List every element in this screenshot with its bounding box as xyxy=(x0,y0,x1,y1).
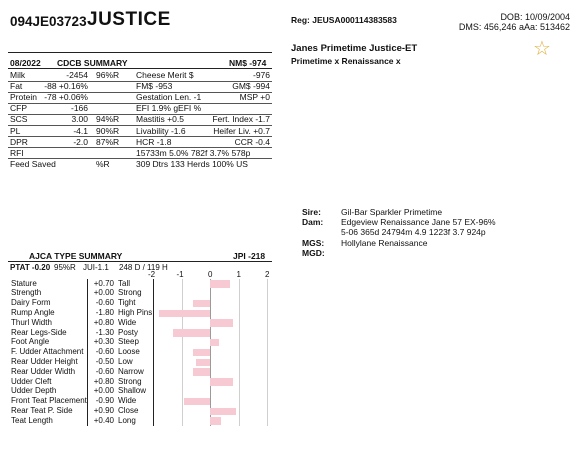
trait-value: -0.60 xyxy=(95,298,114,308)
dam-label: Dam: xyxy=(302,217,324,227)
bull-name: JUSTICE xyxy=(87,9,171,30)
cdcb-top-rule xyxy=(8,52,272,53)
trait-descriptor: Tight xyxy=(118,298,136,308)
trait-name: Rump Angle xyxy=(11,307,55,317)
cdcb-cell: Gestation Len. -1 xyxy=(136,92,202,103)
trait-descriptor: Posty xyxy=(118,327,139,337)
cdcb-table xyxy=(0,70,280,170)
trait-value: -1.80 xyxy=(95,307,114,317)
trait-descriptor: Shallow xyxy=(118,386,147,396)
trait-value: +0.80 xyxy=(93,317,114,327)
trait-bar xyxy=(193,349,210,356)
cdcb-cell: -4.1 xyxy=(73,125,88,136)
trait-name: Rear Teat P. Side xyxy=(11,405,73,415)
cdcb-cell: GM$ -994 xyxy=(232,81,270,92)
trait-descriptor: Narrow xyxy=(118,366,144,376)
trait-name: Rear Udder Width xyxy=(11,366,76,376)
tick-label: 2 xyxy=(265,270,270,279)
grid-line xyxy=(239,279,240,426)
cdcb-date: 08/2022 xyxy=(10,58,41,68)
cdcb-cell: PL xyxy=(10,125,21,136)
column-separator xyxy=(153,279,154,426)
cdcb-header-rule xyxy=(8,68,272,69)
type-trait-chart xyxy=(0,270,280,425)
mgs-name: Hollylane Renaissance xyxy=(341,238,428,248)
tick-label: 1 xyxy=(236,270,241,279)
tick-label: -2 xyxy=(148,270,156,279)
trait-descriptor: Low xyxy=(118,356,133,366)
trait-descriptor: Loose xyxy=(118,347,140,357)
trait-name: Teat Length xyxy=(11,415,53,425)
trait-descriptor: Strong xyxy=(118,288,142,298)
cdcb-cell: 96%R xyxy=(96,70,120,80)
cdcb-cell: 15733m 5.0% 782f 3.7% 578p xyxy=(136,147,251,158)
cdcb-title: CDCB SUMMARY xyxy=(57,58,128,68)
ptat-value: PTAT -0.20 xyxy=(10,263,51,272)
parentage: Primetime x Renaissance x xyxy=(291,56,401,66)
cdcb-cell: Fert. Index -1.7 xyxy=(212,114,270,125)
trait-name: Udder Depth xyxy=(11,386,57,396)
cdcb-cell: CFP xyxy=(10,103,27,114)
jpi-value: JPI -218 xyxy=(233,251,266,261)
cdcb-cell: MSP +0 xyxy=(239,92,270,103)
trait-name: Dairy Form xyxy=(11,298,51,308)
trait-bar xyxy=(184,398,210,405)
trait-value: -1.30 xyxy=(95,327,114,337)
trait-name: Foot Angle xyxy=(11,337,50,347)
trait-bar xyxy=(196,359,210,366)
cdcb-cell: Feed Saved xyxy=(10,158,56,169)
trait-descriptor: Long xyxy=(118,415,136,425)
tick-label: -1 xyxy=(176,270,184,279)
cdcb-cell: FM$ -953 xyxy=(136,81,173,92)
trait-descriptor: Tall xyxy=(118,278,131,288)
dob: DOB: 10/09/2004 xyxy=(500,12,570,22)
cdcb-cell: -2.0 xyxy=(73,136,88,147)
cdcb-cell: 3.00 xyxy=(71,114,88,125)
cdcb-cell: SCS xyxy=(10,114,28,125)
cdcb-cell: DPR xyxy=(10,136,28,147)
trait-value: +0.80 xyxy=(93,376,114,386)
trait-value: -0.90 xyxy=(95,396,114,406)
trait-bar xyxy=(210,339,219,346)
trait-name: Strength xyxy=(11,288,42,298)
trait-descriptor: High Pins xyxy=(118,307,153,317)
type-summary-rule xyxy=(8,261,272,262)
cdcb-cell: RFI xyxy=(10,147,24,158)
trait-name: F. Udder Attachment xyxy=(11,347,84,357)
trait-name: Rear Legs-Side xyxy=(11,327,67,337)
registration-number: Reg: JEUSA000114383583 xyxy=(291,15,397,25)
column-separator xyxy=(87,279,88,426)
trait-value: +0.90 xyxy=(93,405,114,415)
cdcb-cell: Fat xyxy=(10,81,23,92)
cdcb-cell: 87%R xyxy=(96,136,120,147)
dms-aaa: DMS: 456,246 aAa: 513462 xyxy=(458,22,570,32)
trait-bar xyxy=(210,319,233,326)
cdcb-cell: EFI 1.9% gEFI % xyxy=(136,103,202,114)
trait-bar xyxy=(210,408,236,415)
mgd-label: MGD: xyxy=(302,248,325,258)
dam-name: Edgeview Renaissance Jane 57 EX-96% xyxy=(341,217,496,227)
trait-name: Rear Udder Height xyxy=(11,356,78,366)
trait-descriptor: Steep xyxy=(118,337,139,347)
cdcb-cell: 309 Dtrs 133 Herds 100% US xyxy=(136,158,248,169)
star-outline-icon[interactable]: ☆ xyxy=(533,36,551,60)
trait-descriptor: Close xyxy=(118,405,139,415)
trait-bar xyxy=(159,310,210,317)
cdcb-cell: -78 +0.06% xyxy=(44,92,88,103)
grid-line xyxy=(210,279,211,426)
trait-descriptor: Wide xyxy=(118,317,137,327)
trait-name: Udder Cleft xyxy=(11,376,52,386)
daughter-count: 248 D / 119 H xyxy=(119,263,168,272)
trait-value: +0.40 xyxy=(93,415,114,425)
trait-descriptor: Strong xyxy=(118,376,142,386)
cdcb-cell: Heifer Liv. +0.7 xyxy=(213,125,270,136)
tick-label: 0 xyxy=(208,270,213,279)
cdcb-cell: Livability -1.6 xyxy=(136,125,186,136)
cdcb-cell: Milk xyxy=(10,70,26,80)
trait-name: Front Teat Placement xyxy=(11,396,87,406)
cdcb-cell: HCR -1.8 xyxy=(136,136,172,147)
trait-bar xyxy=(210,378,233,385)
cdcb-cell: -88 +0.16% xyxy=(44,81,88,92)
trait-value: +0.00 xyxy=(93,386,114,396)
full-name: Janes Primetime Justice-ET xyxy=(291,43,418,54)
cdcb-cell: -976 xyxy=(252,70,270,80)
trait-bar xyxy=(210,280,230,287)
trait-bar xyxy=(210,417,221,424)
cdcb-cell: CCR -0.4 xyxy=(234,136,270,147)
trait-bar xyxy=(173,329,210,336)
jui-value: JUI-1.1 xyxy=(83,263,109,272)
mgs-label: MGS: xyxy=(302,238,325,248)
trait-bar xyxy=(193,300,210,307)
trait-name: Stature xyxy=(11,278,37,288)
cdcb-cell: -166 xyxy=(70,103,88,114)
sire-name: Gil-Bar Sparkler Primetime xyxy=(341,207,443,217)
sire-label: Sire: xyxy=(302,207,321,217)
cdcb-cell: 90%R xyxy=(96,125,120,136)
dam-record: 5-06 365d 24794m 4.9 1223f 3.7 924p xyxy=(341,227,486,237)
grid-line xyxy=(182,279,183,426)
cdcb-cell: 94%R xyxy=(96,114,120,125)
sire-code: 094JE03723 xyxy=(10,14,87,29)
trait-value: +0.70 xyxy=(93,278,114,288)
cdcb-cell: Mastitis +0.5 xyxy=(136,114,184,125)
trait-value: +0.30 xyxy=(93,337,114,347)
ptat-reliability: 95%R xyxy=(54,263,76,272)
trait-descriptor: Wide xyxy=(118,396,137,406)
cdcb-cell: Protein xyxy=(10,92,37,103)
trait-value: -0.50 xyxy=(95,356,114,366)
type-summary-title: AJCA TYPE SUMMARY xyxy=(29,251,123,261)
nm-dollars: NM$ -974 xyxy=(229,58,267,68)
trait-value: -0.60 xyxy=(95,347,114,357)
trait-value: -0.60 xyxy=(95,366,114,376)
grid-line xyxy=(267,279,268,426)
trait-bar xyxy=(193,368,210,375)
trait-value: +0.00 xyxy=(93,288,114,298)
cdcb-cell: -2454 xyxy=(66,70,88,80)
cdcb-cell: %R xyxy=(96,158,110,169)
trait-name: Thurl Width xyxy=(11,317,52,327)
cdcb-cell: Cheese Merit $ xyxy=(136,70,194,80)
